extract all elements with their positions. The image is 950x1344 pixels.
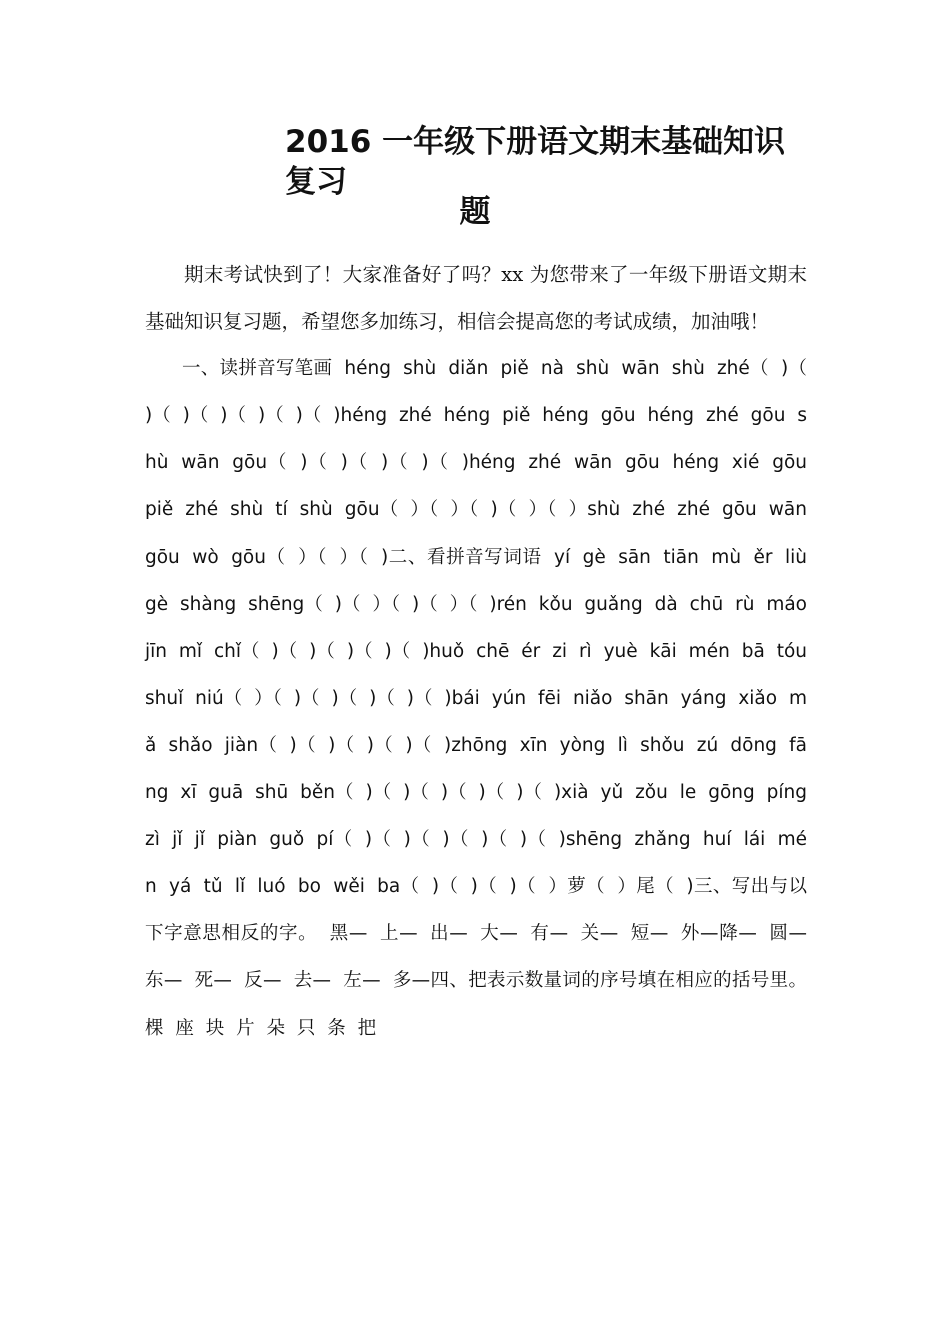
document-title-continued: 题	[459, 194, 491, 230]
document-body	[145, 251, 807, 1052]
intro-paragraph: 期末考试快到了！大家准备好了吗？xx 为您带来了一年级下册语文期末基础知识复习题，希望您多加练习，相信会提高您的考试成绩，加油哦！	[145, 263, 807, 334]
exercise-paragraph: 一、读拼音写笔画 héng shù diǎn piě nà shù wān shù zhé（ )（ )（ )（ )（ )（ )（ )héng zhé héng piě héng gōu héng zhé gōu shù wān gōu（ )（ )（ )（ )（ )héng zhé wān gōu héng xié gōu piě zhé shù tí shù gōu（ ）（ ）（ )（ ）（ ）shù zhé zhé gōu wān gōu wò gōu（ ）（ ）（ )二、看拼音写词语 yí gè sān tiān mù ěr liù gè shàng shēng（ )（ ）（ )（ ）（ )rén kǒu guǎng dà chū rù máo jīn mǐ chǐ（ )（ )（ )（ )（ )huǒ chē ér zi rì yuè kāi mén bā tóu shuǐ niú（ ）（ )（ )（ )（ )（ )bái yún fēi niǎo shān yáng xiǎo mǎ shǎo jiàn（ )（ )（ )（ )（ )zhōng xīn yòng lì shǒu zú dōng fāng xī guā shū běn（ )（ )（ )（ )（ )（ )xià yǔ zǒu le gōng píng zì jǐ jǐ piàn guǒ pí（ )（ )（ )（ )（ )（ )shēng zhǎng huí lái mén yá tǔ lǐ luó bo wěi ba（ )（ )（ )（ ）萝（ ）尾（ )三、写出与以下字意思相反的字。 黑— 上— 出— 大— 有— 关— 短— 外—降— 圆— 东— 死— 反— 去— 左— 多—四、把表示数量词的序号填在相应的括号里。棵 座 块 片 朵 只 条 把	[145, 358, 807, 1039]
document-title: 2016 一年级下册语文期末基础知识复习	[285, 124, 786, 200]
